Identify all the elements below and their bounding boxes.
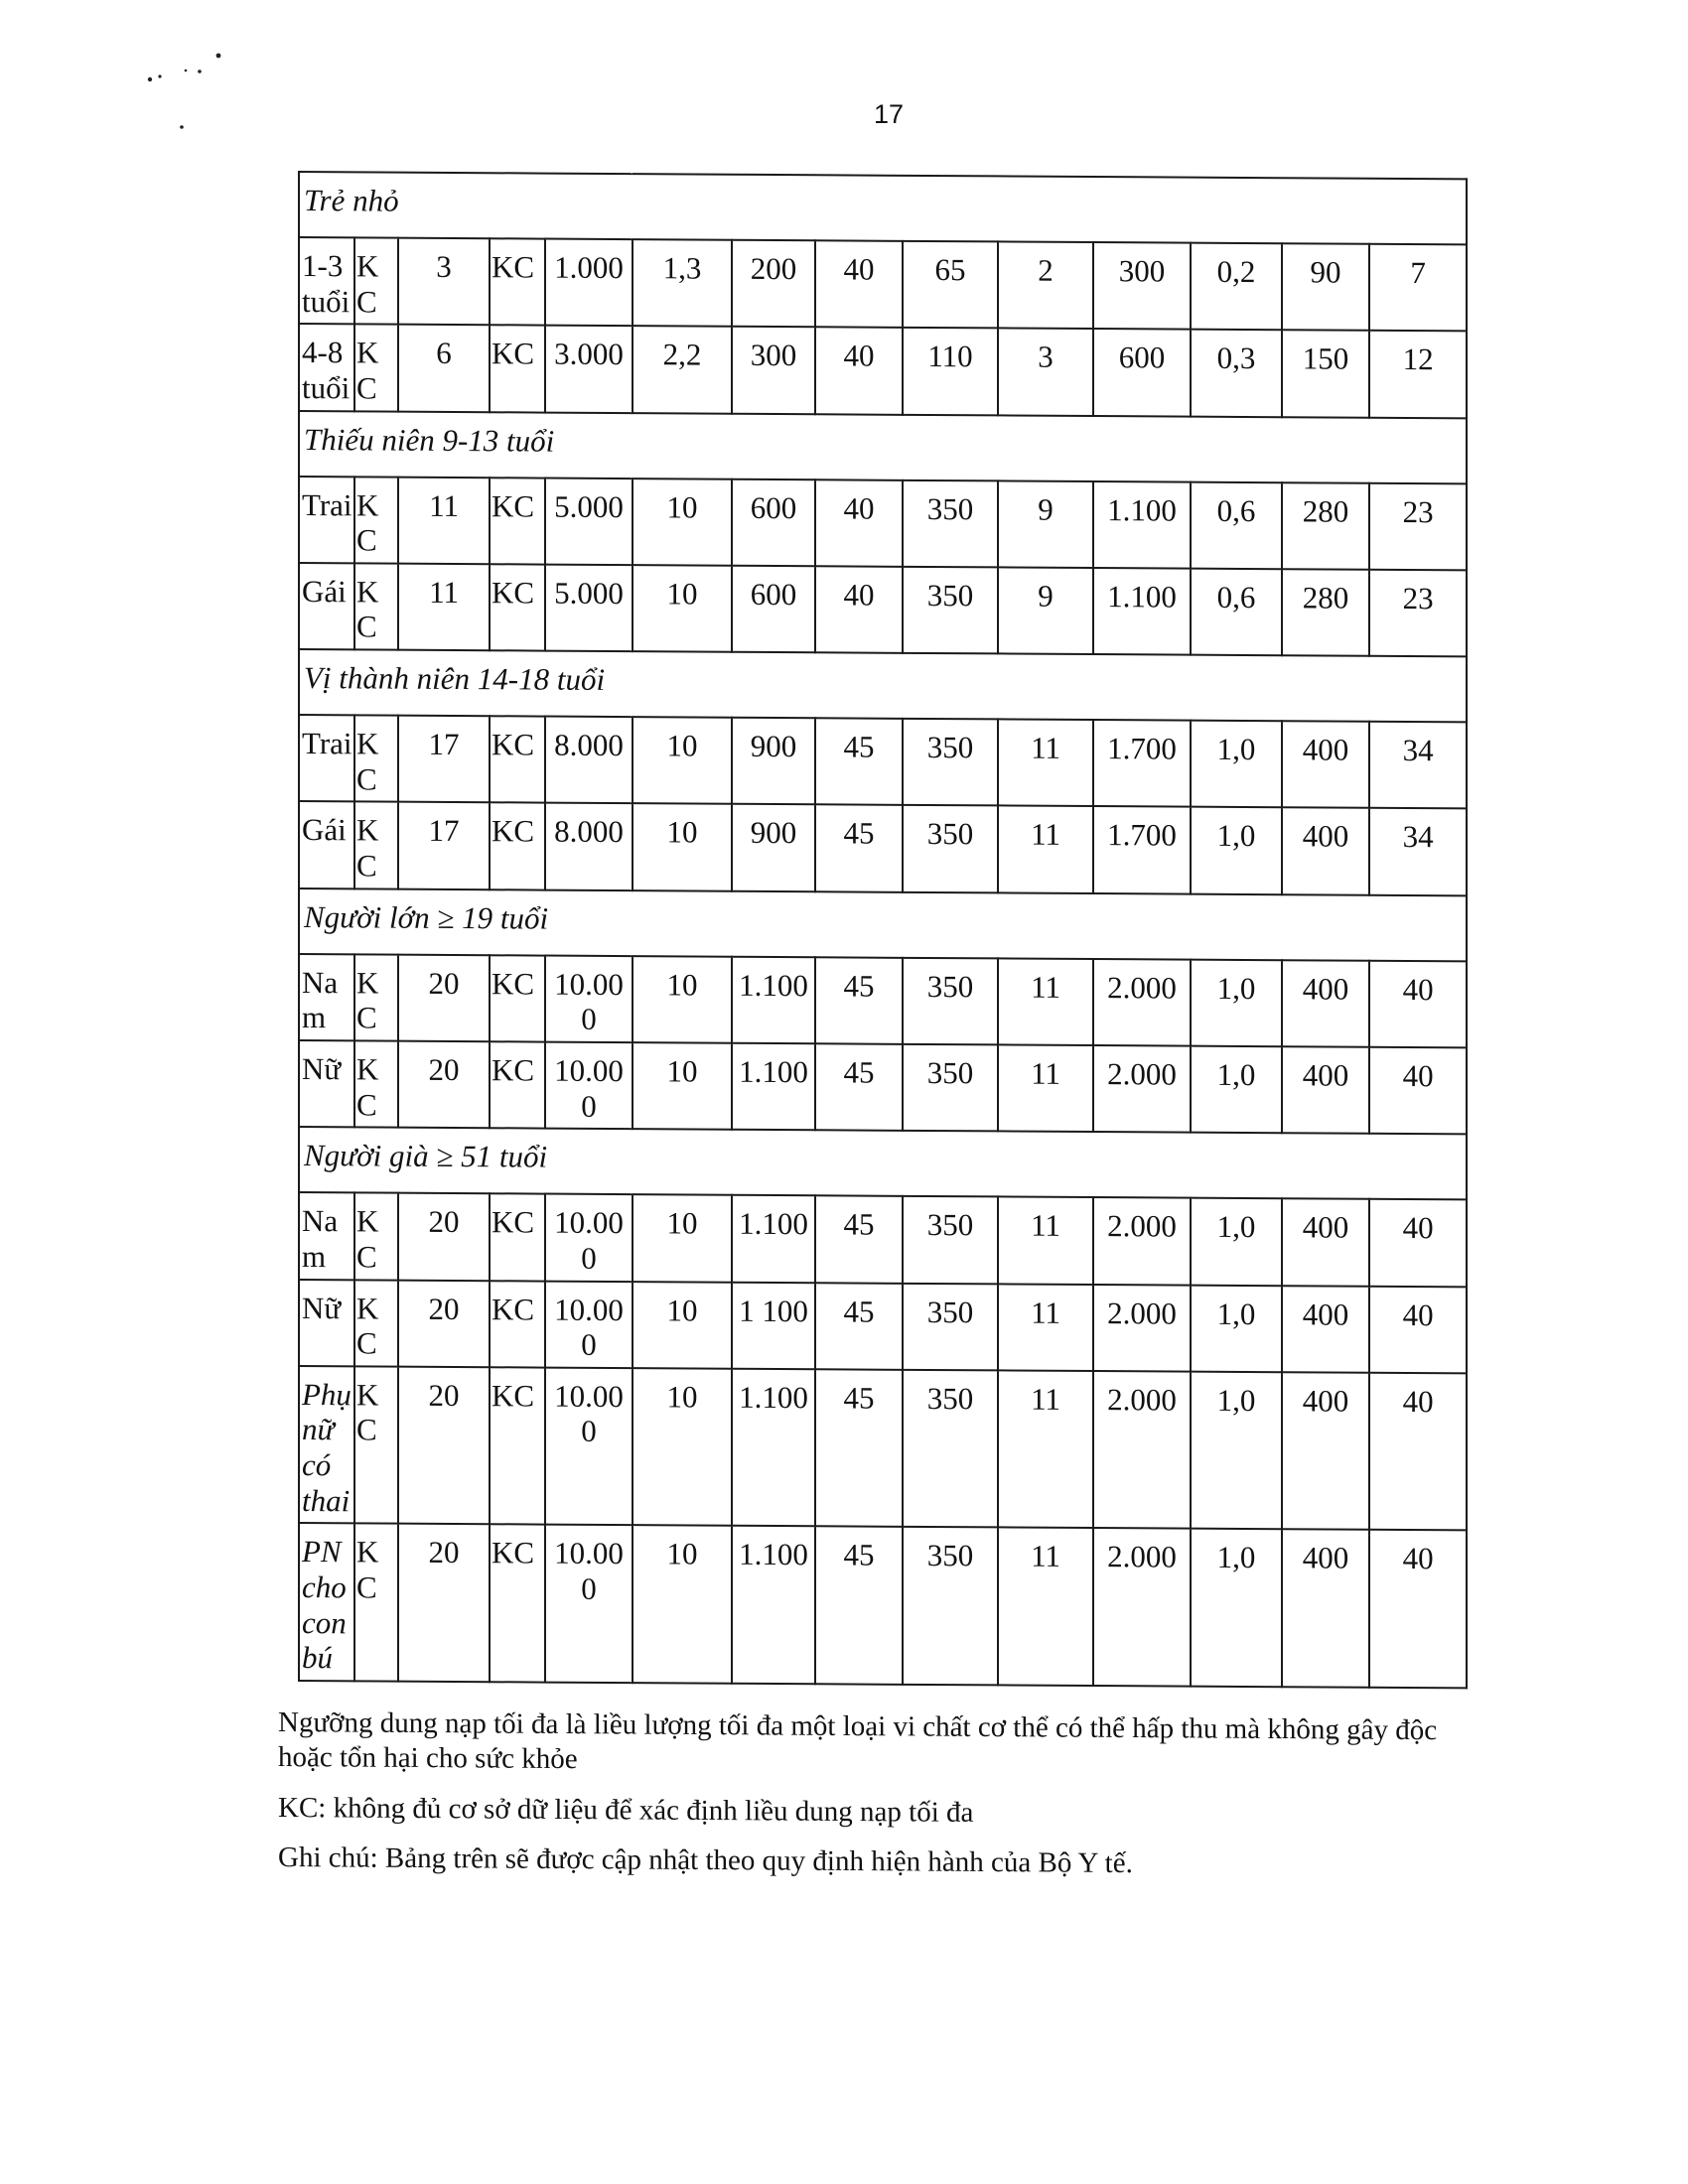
table-cell: KC (490, 1367, 545, 1525)
table-cell: 2.000 (1093, 959, 1191, 1046)
table-cell: 10.000 (545, 1194, 633, 1282)
table-cell: KC (490, 478, 545, 565)
table-cell: 3 (398, 238, 490, 326)
table-row (299, 715, 1467, 809)
table-cell: 0,6 (1191, 568, 1282, 655)
table-row (299, 954, 1467, 1048)
table-body (299, 172, 1467, 1688)
table-cell: 2 (998, 241, 1093, 329)
table-cell: 45 (815, 1043, 903, 1131)
remark-note: Ghi chú: Bảng trên sẽ được cập nhật theo quy định hiện hành của Bộ Y tế. (278, 1842, 1133, 1880)
table-cell: 400 (1282, 808, 1369, 895)
row-label: Trai (299, 477, 354, 564)
table-cell: 10 (633, 1282, 732, 1369)
table-cell: 20 (398, 1041, 490, 1129)
table-cell: 1.100 (732, 956, 815, 1043)
table-cell: 900 (732, 718, 815, 805)
table-cell: 17 (398, 716, 490, 803)
table-cell: 9 (998, 567, 1093, 654)
table-cell: 12 (1369, 331, 1467, 418)
table-cell: 34 (1369, 808, 1467, 895)
definition-note: Ngưỡng dung nạp tối đa là liều lượng tối đa một loại vi chất cơ thể có thể hấp thu mà không gây độc hoặc tổn hại cho sức khỏe (278, 1706, 1438, 1775)
table-cell: KC (354, 1366, 398, 1524)
group-title: Người lớn ≥ 19 tuổi (299, 888, 1467, 961)
table-cell: 350 (903, 958, 998, 1045)
table-cell: 1,0 (1191, 1046, 1282, 1134)
group-header-row (299, 172, 1467, 244)
table-row (299, 1280, 1467, 1374)
group-header-row (299, 1127, 1467, 1199)
table-cell: 1.000 (545, 239, 633, 327)
group-title: Người già ≥ 51 tuổi (299, 1127, 1467, 1199)
table-cell: 11 (398, 563, 490, 650)
table-cell: 0,6 (1191, 481, 1282, 569)
table-row (299, 563, 1467, 657)
upper-intake-table (298, 171, 1468, 1689)
table-row (299, 477, 1467, 571)
table-cell: KC (490, 564, 545, 651)
table-cell: 10 (633, 804, 732, 891)
table-cell: 1,0 (1191, 807, 1282, 894)
table-cell: 11 (998, 1044, 1093, 1132)
table-cell: 10 (633, 1525, 732, 1683)
table-cell: KC (354, 1524, 398, 1682)
table-cell: 1,0 (1191, 1285, 1282, 1372)
table-cell: 600 (732, 478, 815, 566)
table-cell: 5.000 (545, 478, 633, 565)
table-cell: 45 (815, 1196, 903, 1284)
table-cell: 400 (1282, 1372, 1369, 1530)
table-cell: 200 (732, 240, 815, 328)
table-cell: 300 (732, 327, 815, 414)
table-cell: 40 (1369, 1286, 1467, 1373)
table-cell: 400 (1282, 1286, 1369, 1373)
table-cell: 8.000 (545, 717, 633, 804)
group-title: Trẻ nhỏ (299, 172, 1467, 244)
table-cell: 17 (398, 802, 490, 889)
table-cell: 1 100 (732, 1282, 815, 1369)
table-cell: KC (354, 1040, 398, 1128)
table-cell: 1.700 (1093, 720, 1191, 807)
table-cell: 40 (1369, 1199, 1467, 1287)
table-cell: KC (354, 1193, 398, 1281)
table-cell: 350 (903, 1196, 998, 1284)
table-cell: KC (490, 955, 545, 1042)
row-label: 4-8 tuổi (299, 324, 354, 411)
table-cell: 10 (633, 1194, 732, 1282)
table-cell: KC (490, 1281, 545, 1368)
group-header-row (299, 888, 1467, 961)
table-cell: KC (354, 802, 398, 889)
table-cell: 11 (998, 1370, 1093, 1528)
table-cell: 45 (815, 805, 903, 892)
table-cell: 10.000 (545, 1367, 633, 1525)
table-cell: 11 (398, 477, 490, 564)
table-cell: KC (354, 325, 398, 412)
row-label: Phụ nữ có thai (299, 1366, 354, 1524)
table-cell: 10 (633, 1042, 732, 1130)
table-cell: 6 (398, 325, 490, 412)
table-cell: 350 (903, 479, 998, 567)
table-cell: 20 (398, 1193, 490, 1281)
table-cell: 11 (998, 720, 1093, 807)
table-cell: 20 (398, 1366, 490, 1524)
table-cell: 1,0 (1191, 959, 1282, 1046)
kc-note: KC: không đủ cơ sở dữ liệu để xác định liều dung nạp tối đa (278, 1791, 974, 1829)
table-cell: 40 (815, 479, 903, 567)
table-cell: 1.700 (1093, 806, 1191, 893)
table-cell: 40 (815, 566, 903, 653)
table-cell: 900 (732, 804, 815, 891)
table-cell: 2,2 (633, 326, 732, 413)
row-label: Na m (299, 954, 354, 1041)
table-cell: 400 (1282, 1198, 1369, 1286)
table-cell: 23 (1369, 482, 1467, 570)
table-cell: 2.000 (1093, 1197, 1191, 1285)
table-cell: 65 (903, 241, 998, 329)
table-cell: 45 (815, 1527, 903, 1685)
table-cell: 350 (903, 567, 998, 654)
table-cell: 1,0 (1191, 721, 1282, 808)
table-cell: 1.100 (732, 1526, 815, 1684)
table-cell: 10.000 (545, 1281, 633, 1368)
table-cell: 400 (1282, 721, 1369, 808)
table-cell: KC (354, 954, 398, 1041)
row-label: PN cho con bú (299, 1523, 354, 1681)
table-cell: 1,0 (1191, 1371, 1282, 1529)
table-cell: KC (354, 237, 398, 325)
group-header-row (299, 411, 1467, 483)
table-cell: 1,0 (1191, 1529, 1282, 1687)
row-label: Gái (299, 563, 354, 650)
table-cell: 10.000 (545, 1525, 633, 1683)
table-cell: 280 (1282, 569, 1369, 656)
table-cell: KC (354, 1280, 398, 1367)
table-row (299, 1040, 1467, 1135)
row-label: Gái (299, 801, 354, 888)
table-cell: 10 (633, 1368, 732, 1526)
table-cell: 110 (903, 328, 998, 415)
table-cell: 2.000 (1093, 1528, 1191, 1686)
table-row (299, 324, 1467, 418)
table-cell: 11 (998, 1197, 1093, 1285)
table-cell: 10 (633, 956, 732, 1043)
table-cell: 11 (998, 806, 1093, 893)
table-cell: 7 (1369, 244, 1467, 332)
table-cell: KC (490, 1525, 545, 1683)
table-cell: 40 (815, 240, 903, 328)
table-cell: 1.100 (732, 1043, 815, 1131)
table-cell: 11 (998, 1284, 1093, 1371)
table-cell: KC (490, 238, 545, 326)
table-cell: 3.000 (545, 326, 633, 413)
table-cell: KC (354, 563, 398, 650)
group-title: Vị thành niên 14-18 tuổi (299, 649, 1467, 722)
table-row (299, 1523, 1467, 1688)
table-cell: 45 (815, 957, 903, 1044)
table-row (299, 801, 1467, 895)
table-cell: 400 (1282, 1046, 1369, 1134)
table-cell: KC (490, 716, 545, 803)
table-cell: 11 (998, 958, 1093, 1045)
table-cell: 34 (1369, 722, 1467, 809)
table-cell: 280 (1282, 482, 1369, 570)
group-title: Thiếu niên 9-13 tuổi (299, 411, 1467, 483)
table-cell: 1.100 (732, 1195, 815, 1283)
table-cell: 40 (1369, 1373, 1467, 1531)
table-cell: 10 (633, 565, 732, 652)
table-row (299, 237, 1467, 332)
table-cell: 0,2 (1191, 243, 1282, 331)
table-cell: 5.000 (545, 564, 633, 651)
table-cell: 0,3 (1191, 330, 1282, 417)
table-cell: 23 (1369, 570, 1467, 657)
table-cell: 20 (398, 1280, 490, 1367)
table-cell: 3 (998, 329, 1093, 416)
table-cell: 1,3 (633, 239, 732, 327)
table-cell: KC (354, 477, 398, 564)
group-header-row (299, 649, 1467, 722)
table-cell: KC (354, 715, 398, 802)
table-cell: 350 (903, 1044, 998, 1132)
table-cell: 9 (998, 480, 1093, 568)
table-cell: 350 (903, 1370, 998, 1528)
table-row (299, 1366, 1467, 1531)
page-number: 17 (873, 99, 905, 129)
row-label: Nữ (299, 1040, 354, 1128)
table-cell: 45 (815, 1283, 903, 1370)
table-cell: 1.100 (1093, 481, 1191, 569)
table-cell: 10 (633, 717, 732, 804)
table-cell: 350 (903, 1283, 998, 1370)
table-notes (278, 1706, 1450, 1899)
table-cell: 1,0 (1191, 1198, 1282, 1286)
row-label: Na m (299, 1192, 354, 1280)
table-cell: 400 (1282, 960, 1369, 1047)
table-cell: 300 (1093, 242, 1191, 330)
table-cell: KC (490, 803, 545, 890)
table-cell: 1.100 (1093, 568, 1191, 655)
table-cell: 350 (903, 719, 998, 806)
row-label: 1-3 tuổi (299, 237, 354, 325)
table-cell: 350 (903, 805, 998, 892)
upper-intake-table-container (298, 171, 1466, 1689)
table-cell: 40 (1369, 1047, 1467, 1135)
table-cell: 10.000 (545, 955, 633, 1042)
table-cell: 8.000 (545, 803, 633, 890)
table-cell: 10 (633, 478, 732, 566)
table-row (299, 1192, 1467, 1287)
table-cell: 150 (1282, 331, 1369, 418)
table-cell: 45 (815, 718, 903, 805)
table-cell: 20 (398, 1524, 490, 1682)
table-cell: 2.000 (1093, 1371, 1191, 1529)
row-label: Nữ (299, 1280, 354, 1367)
table-cell: KC (490, 1041, 545, 1129)
table-cell: KC (490, 325, 545, 412)
table-cell: 11 (998, 1528, 1093, 1686)
table-cell: KC (490, 1193, 545, 1281)
table-cell: 45 (815, 1369, 903, 1527)
table-cell: 350 (903, 1527, 998, 1685)
row-label: Trai (299, 715, 354, 802)
table-cell: 600 (1093, 329, 1191, 416)
table-cell: 1.100 (732, 1369, 815, 1527)
table-cell: 40 (1369, 960, 1467, 1047)
table-cell: 10.000 (545, 1042, 633, 1130)
table-cell: 2.000 (1093, 1045, 1191, 1133)
table-cell: 600 (732, 566, 815, 653)
table-cell: 400 (1282, 1530, 1369, 1688)
table-cell: 20 (398, 954, 490, 1041)
table-cell: 90 (1282, 243, 1369, 331)
table-cell: 2.000 (1093, 1285, 1191, 1372)
table-cell: 40 (1369, 1530, 1467, 1688)
table-cell: 40 (815, 328, 903, 415)
